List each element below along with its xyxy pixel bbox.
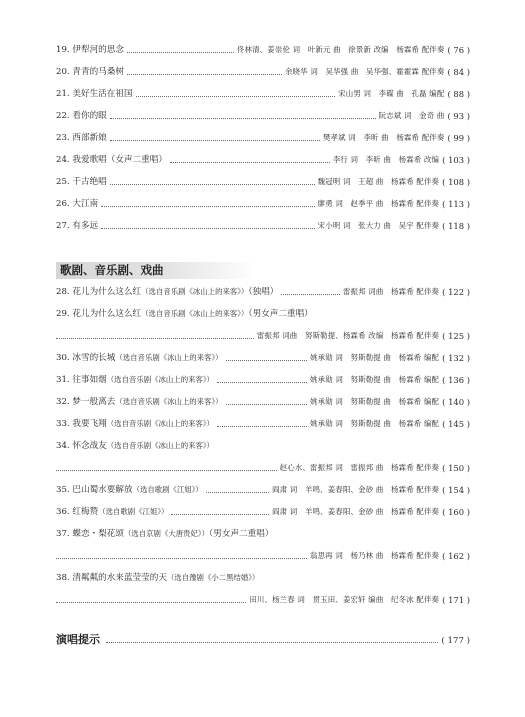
toc-entry-36[interactable] xyxy=(56,506,470,518)
entry-title: 29. 花儿为什么这么红 xyxy=(56,309,142,319)
entry-credits: 李行 词 李昕 曲 杨霖希 改编 xyxy=(332,155,440,164)
entry-voice-type: （男女声二重唱） xyxy=(208,529,274,539)
toc-entry-35[interactable] xyxy=(56,484,470,496)
entry-source: （选自音乐剧《冰山上的来客》） xyxy=(141,287,249,296)
entry-page-number: ( 154 ) xyxy=(442,485,470,495)
entry-source: （选自歌剧《江姐》） xyxy=(132,485,203,494)
entry-source: （选自音乐剧《冰山上的来客》） xyxy=(106,441,214,450)
entry-source: （选自京剧《大唐贵妃》） xyxy=(123,529,209,538)
entry-title: 演唱提示 xyxy=(56,633,100,646)
toc-entry-29[interactable] xyxy=(56,308,470,320)
entry-credits: 阎肃 词 羊鸣、姜春阳、金砂 曲 杨霖希 配伴奏 xyxy=(272,485,440,494)
entry-title-group xyxy=(56,440,214,452)
dot-leader xyxy=(206,492,269,493)
entry-title: 19. 伊犁河的思念 xyxy=(56,45,124,55)
entry-title: 33. 我要飞翔 xyxy=(56,419,107,429)
entry-title: 38. 清粼粼的水来蓝莹莹的天 xyxy=(56,573,167,583)
toc-entry-37-continued[interactable] xyxy=(56,550,470,562)
entry-title: 37. 蝶恋・梨花颂 xyxy=(56,529,124,539)
toc-entry-29-continued[interactable] xyxy=(56,330,470,342)
toc-entry-28[interactable] xyxy=(56,286,470,298)
entry-credits: 阮志斌 词 金奇 曲 xyxy=(378,111,445,120)
entry-page-number: ( 122 ) xyxy=(442,287,470,297)
entry-page-number: ( 171 ) xyxy=(442,595,470,605)
dot-leader xyxy=(127,74,282,75)
entry-title: 22. 看你的眼 xyxy=(56,111,107,121)
toc-entry-33[interactable] xyxy=(56,418,470,430)
entry-credits: 姚承勋 词 努斯勒提 曲 杨霖希 编配 xyxy=(310,397,440,406)
dot-leader xyxy=(226,404,307,405)
entry-title: 30. 冰雪的长城 xyxy=(56,353,116,363)
entry-credits: 宋小明 词 张大力 曲 吴宇 配伴奏 xyxy=(317,221,440,230)
dot-leader xyxy=(170,162,330,163)
entry-title-group xyxy=(56,572,259,584)
entry-voice-type: （独唱） xyxy=(248,287,279,297)
entry-title-group xyxy=(56,418,214,430)
entry-title-group xyxy=(56,308,313,320)
entry-title: 27. 有多远 xyxy=(56,221,99,231)
entry-voice-type: （男女声二重唱） xyxy=(248,309,313,319)
toc-entry-30[interactable] xyxy=(56,352,470,364)
toc-entry-34[interactable] xyxy=(56,440,470,452)
entry-page-number: ( 99 ) xyxy=(447,133,470,143)
dot-leader xyxy=(110,184,315,185)
entry-title-group xyxy=(56,506,168,518)
entry-title-group xyxy=(56,374,214,386)
entry-page-number: ( 113 ) xyxy=(442,199,470,209)
entry-credits: 宋山男 词 李碟 曲 孔磊 编配 xyxy=(338,89,445,98)
entry-page-number: ( 118 ) xyxy=(442,221,470,231)
toc-entry-27[interactable] xyxy=(56,220,470,232)
entry-source: （选自豫剧《小二黑结婚》） xyxy=(166,573,260,582)
entry-credits: 廖勇 词 赵季平 曲 杨霖希 配伴奏 xyxy=(317,199,440,208)
dot-leader xyxy=(56,470,277,471)
entry-page-number: ( 132 ) xyxy=(442,353,470,363)
toc-entry-22[interactable] xyxy=(56,110,470,122)
entry-credits: 雷振邦 词曲 努斯勒提、杨霖希 改编 杨霖希 配伴奏 xyxy=(256,331,440,340)
entry-credits: 阎肃 词 羊鸣、姜春阳、金砂 曲 杨霖希 配伴奏 xyxy=(272,507,440,516)
entry-credits: 姚承勋 词 努斯勒提 曲 杨霖希 编配 xyxy=(310,419,440,428)
toc-entry-26[interactable] xyxy=(56,198,470,210)
dot-leader xyxy=(226,360,307,361)
entry-page-number: ( 93 ) xyxy=(447,111,470,121)
dot-leader xyxy=(56,558,307,559)
entry-page-number: ( 162 ) xyxy=(442,551,470,561)
entry-page-number: ( 150 ) xyxy=(442,463,470,473)
dot-leader xyxy=(56,338,254,339)
entry-page-number: ( 125 ) xyxy=(442,331,470,341)
entry-credits: 佟林清、姜崇伦 词 叶新元 曲 徐景新 改编 杨霖希 配伴奏 xyxy=(236,45,445,54)
entry-title: 36. 红梅赞 xyxy=(56,507,99,517)
dot-leader xyxy=(110,140,320,141)
entry-credits: 翁思再 词 杨乃林 曲 杨霖希 配伴奏 xyxy=(310,551,440,560)
entry-credits: 魏冠明 词 王超 曲 杨霖希 配伴奏 xyxy=(317,177,440,186)
entry-credits: 赵心水、雷振邦 词 雷振邦 曲 杨霖希 配伴奏 xyxy=(279,463,440,472)
entry-source: （选自歌剧《江姐》） xyxy=(98,507,169,516)
toc-entry-21[interactable] xyxy=(56,88,470,100)
entry-credits: 田川、杨兰春 词 贯玉田、姜宏轩 编曲 纪冬冰 配伴奏 xyxy=(249,595,440,604)
entry-title: 32. 梦一般离去 xyxy=(56,397,116,407)
entry-credits: 姚承勋 词 努斯勒提 曲 杨霖希 编配 xyxy=(310,375,440,384)
entry-source: （选自音乐剧《冰山上的来客》） xyxy=(115,397,223,406)
entry-title-group xyxy=(56,286,278,298)
dot-leader xyxy=(110,118,376,119)
toc-entry-38-continued[interactable] xyxy=(56,594,470,606)
entry-page-number: ( 88 ) xyxy=(447,89,470,99)
entry-page-number: ( 140 ) xyxy=(442,397,470,407)
entry-page-number: ( 136 ) xyxy=(442,375,470,385)
entry-title: 25. 千古绝唱 xyxy=(56,177,107,187)
entry-title-group xyxy=(56,484,203,496)
section-heading: 歌剧、音乐剧、戏曲 xyxy=(60,263,164,277)
entry-title: 23. 西部新娘 xyxy=(56,133,107,143)
entry-page-number: ( 84 ) xyxy=(447,67,470,77)
entry-credits: 樊孝斌 词 李昕 曲 杨霖希 配伴奏 xyxy=(322,133,445,142)
entry-page-number: ( 103 ) xyxy=(442,155,470,165)
dot-leader xyxy=(136,96,336,97)
entry-title: 21. 美好生活在祖国 xyxy=(56,89,133,99)
entry-page-number: ( 145 ) xyxy=(442,419,470,429)
toc-entry-37[interactable] xyxy=(56,528,470,540)
entry-title-group xyxy=(56,352,223,364)
toc-entry-32[interactable] xyxy=(56,396,470,408)
entry-source: （选自音乐剧《冰山上的来客》） xyxy=(141,309,249,318)
entry-credits: 余晓华 词 吴华强 曲 吴华强、霍霍霖 配伴奏 xyxy=(285,67,445,76)
entry-credits: 姚承勋 词 努斯勒提 曲 杨霖希 编配 xyxy=(310,353,440,362)
entry-source: （选自音乐剧《冰山上的来客》） xyxy=(106,419,214,428)
toc-entry-20[interactable] xyxy=(56,66,470,78)
toc-entry-19[interactable] xyxy=(56,44,470,56)
entry-page-number: ( 108 ) xyxy=(442,177,470,187)
dot-leader xyxy=(101,206,314,207)
entry-title: 35. 巴山蜀水要解放 xyxy=(56,485,133,495)
toc-entry-34-continued[interactable] xyxy=(56,462,470,474)
dot-leader xyxy=(217,426,307,427)
dot-leader xyxy=(281,294,340,295)
entry-title: 31. 往事如烟 xyxy=(56,375,107,385)
entry-source: （选自音乐剧《冰山上的来客》） xyxy=(115,353,223,362)
entry-title: 20. 青青的马桑树 xyxy=(56,67,124,77)
entry-page-number: ( 177 ) xyxy=(441,636,470,646)
toc-entry-24[interactable] xyxy=(56,154,470,166)
entry-page-number: ( 76 ) xyxy=(447,45,470,55)
toc-entry-38[interactable] xyxy=(56,572,470,584)
dot-leader xyxy=(106,642,438,643)
entry-source: （选自音乐剧《冰山上的来客》） xyxy=(106,375,214,384)
toc-entry-25[interactable] xyxy=(56,176,470,188)
toc-entry-23[interactable] xyxy=(56,132,470,144)
dot-leader xyxy=(56,602,246,603)
toc-entry-singing-hints[interactable] xyxy=(56,631,470,647)
dot-leader xyxy=(101,228,314,229)
entry-page-number: ( 160 ) xyxy=(442,507,470,517)
entry-title: 24. 我爱歌唱（女声二重唱） xyxy=(56,155,167,165)
entry-title-group xyxy=(56,528,273,540)
entry-title: 34. 怀念战友 xyxy=(56,441,107,451)
entry-title: 28. 花儿为什么这么红 xyxy=(56,287,142,297)
entry-title: 26. 大江南 xyxy=(56,199,99,209)
dot-leader xyxy=(217,382,307,383)
entry-credits: 雷振邦 词曲 杨霖希 配伴奏 xyxy=(342,287,440,296)
dot-leader xyxy=(171,514,269,515)
entry-title-group xyxy=(56,396,223,408)
dot-leader xyxy=(127,52,234,53)
toc-entry-31[interactable] xyxy=(56,374,470,386)
